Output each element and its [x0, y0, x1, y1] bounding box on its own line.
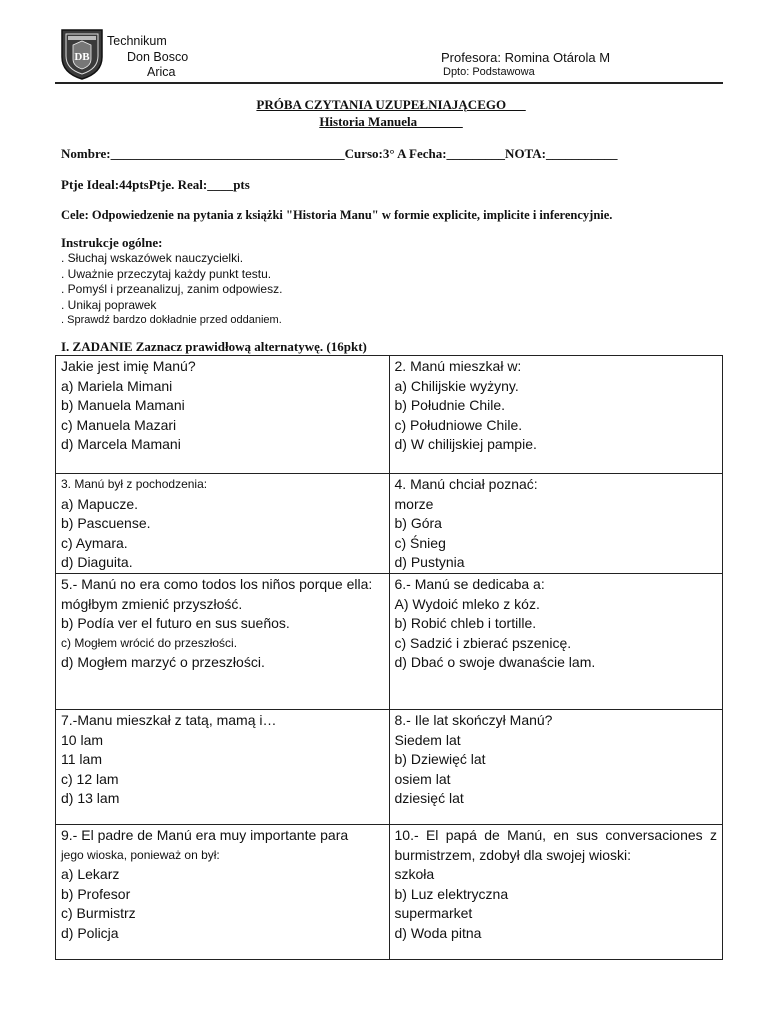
question-text: 3. Manú był z pochodzenia: [61, 477, 208, 491]
option[interactable]: b) Dziewięć lat [394, 751, 486, 768]
department: Dpto: Podstawowa [443, 66, 535, 78]
option[interactable]: d) Woda pitna [394, 924, 482, 941]
option[interactable]: b) Południe Chile. [394, 397, 506, 414]
instructions-title: Instrukcje ogólne: [61, 235, 163, 250]
option[interactable]: b) Podía ver el futuro en sus sueños. [61, 615, 290, 632]
option[interactable]: a) Mapucze. [61, 495, 139, 512]
option[interactable]: d) Policja [61, 924, 119, 941]
school-name-line1: Technikum [107, 34, 167, 48]
option[interactable]: dziesięć lat [394, 790, 464, 807]
option[interactable]: b) Robić chleb i tortille. [394, 615, 537, 632]
option[interactable]: c) Sadzić i zbierać pszenicę. [394, 634, 572, 651]
question-cell-5 [56, 573, 390, 709]
option[interactable]: d) Diaguita. [61, 554, 133, 571]
instruction-item: . Unikaj poprawek [61, 297, 157, 312]
question-text: 8.- Ile lat skończył Manú? [394, 711, 553, 728]
question-cell-10 [389, 824, 723, 959]
question-text-line2: jego wioska, ponieważ on był: [61, 847, 220, 862]
option[interactable]: b) Manuela Mamani [61, 397, 185, 414]
questions-table [55, 355, 723, 960]
school-name-line2: Don Bosco [127, 50, 189, 64]
question-cell-9 [56, 824, 390, 959]
option[interactable]: Siedem lat [394, 731, 461, 748]
instruction-item: . Pomyśl i przeanalizuj, zanim odpowiesz. [61, 282, 283, 297]
section-title: I. ZADANIE Zaznacz prawidłową alternatywę. (16pkt) [61, 339, 367, 354]
school-city: Arica [147, 65, 176, 79]
table-row [56, 356, 723, 474]
option[interactable]: c) Śnieg [394, 534, 446, 551]
instruction-item: . Słuchaj wskazówek nauczycielki. [61, 251, 244, 265]
header-divider [55, 82, 723, 84]
option[interactable]: b) Profesor [61, 885, 131, 902]
table-row [56, 824, 723, 959]
question-text: Jakie jest imię Manú? [61, 358, 196, 374]
question-cell-2 [389, 356, 723, 474]
question-cell-8 [389, 709, 723, 824]
option[interactable]: a) Lekarz [61, 866, 120, 883]
question-text: 5.- Manú no era como todos los niños porque ella: [61, 575, 373, 592]
table-row [56, 573, 723, 709]
table-row [56, 474, 723, 574]
option[interactable]: szkoła [394, 866, 435, 883]
question-text-line1: 9.- El padre de Manú era muy importante para [61, 826, 349, 843]
option[interactable]: a) Mariela Mimani [61, 377, 173, 394]
instruction-item: . Uważnie przeczytaj każdy punkt testu. [61, 266, 272, 281]
option[interactable]: mógłbym zmienić przyszłość. [61, 595, 243, 612]
option[interactable]: d) W chilijskiej pampie. [394, 436, 537, 453]
option[interactable]: c) Południowe Chile. [394, 416, 523, 433]
instructions-list [61, 251, 282, 329]
question-cell-7 [56, 709, 390, 824]
option[interactable]: 11 lam [61, 751, 102, 768]
instruction-item: . Sprawdź bardzo dokładnie przed oddaniem. [61, 314, 282, 327]
page-title: PRÓBA CZYTANIA UZUPEŁNIAJĄCEGO___ [256, 97, 526, 112]
question-cell-3 [56, 474, 390, 574]
option[interactable]: osiem lat [394, 770, 451, 787]
student-info-line[interactable]: Nombre:____________________________________Curso:3° A Fecha:_________NOTA:___________ [61, 146, 618, 161]
option[interactable]: d) 13 lam [61, 790, 120, 807]
option[interactable]: A) Wydoić mleko z kóz. [394, 595, 540, 612]
option[interactable]: d) Mogłem marzyć o przeszłości. [61, 654, 265, 671]
question-text [61, 826, 384, 865]
option[interactable]: b) Góra [394, 515, 442, 532]
option[interactable]: b) Luz elektryczna [394, 885, 509, 902]
option[interactable]: supermarket [394, 905, 473, 922]
table-row [56, 709, 723, 824]
question-cell-1 [56, 356, 390, 474]
page-subtitle: Historia Manuela_______ [319, 114, 463, 129]
option[interactable]: b) Pascuense. [61, 515, 151, 532]
option[interactable]: a) Chilijskie wyżyny. [394, 377, 519, 394]
option[interactable]: d) Marcela Mamani [61, 436, 181, 453]
option[interactable]: c) Aymara. [61, 534, 128, 551]
svg-text:DB: DB [74, 51, 90, 63]
question-text: 4. Manú chciał poznać: [394, 476, 538, 492]
score-line[interactable]: Ptje Ideal:44ptsPtje. Real:____pts [61, 177, 250, 192]
option[interactable]: c) Manuela Mazari [61, 416, 177, 433]
objectives-line: Cele: Odpowiedzenie na pytania z książki "Historia Manu" w formie explicite, implicite i inferencyjnie. [61, 208, 613, 222]
option[interactable]: c) Burmistrz [61, 905, 136, 922]
school-crest-logo [59, 27, 105, 81]
question-text: 2. Manú mieszkał w: [394, 358, 522, 374]
question-cell-4 [389, 474, 723, 574]
option[interactable]: d) Pustynia [394, 554, 465, 571]
option[interactable]: d) Dbać o swoje dwanaście lam. [394, 654, 596, 671]
option[interactable]: 10 lam [61, 731, 104, 748]
option[interactable]: morze [394, 495, 434, 512]
question-cell-6 [389, 573, 723, 709]
question-text: 7.-Manu mieszkał z tatą, mamą i… [61, 711, 277, 728]
question-text: 6.- Manú se dedicaba a: [394, 575, 545, 592]
option[interactable]: c) Mogłem wrócić do przeszłości. [61, 635, 238, 650]
option[interactable]: c) 12 lam [61, 770, 119, 787]
question-text: 10.- El papá de Manú, en sus conversaciones z burmistrzem, zdobył dla swojej wioski: [394, 826, 717, 863]
teacher-name: Profesora: Romina Otárola M [441, 50, 611, 65]
